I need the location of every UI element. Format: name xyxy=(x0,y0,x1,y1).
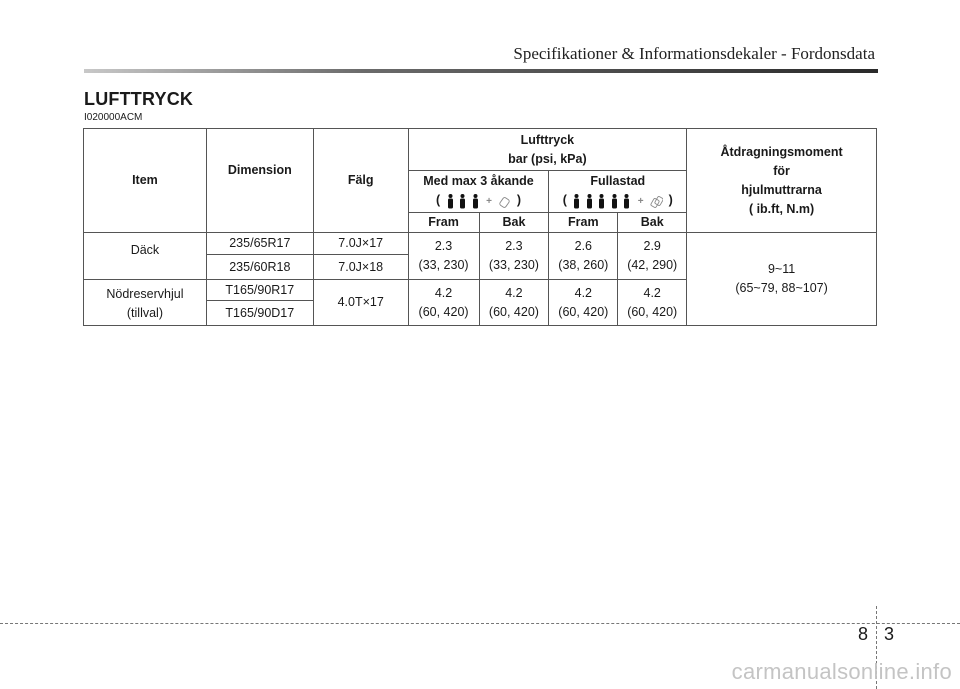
pressure-title: Lufttryck xyxy=(520,132,575,147)
page-divider-rule xyxy=(0,623,960,624)
person-icon xyxy=(611,194,618,209)
section-code: I020000ACM xyxy=(84,112,143,123)
pressure-cell xyxy=(549,233,618,280)
person-icon xyxy=(586,194,593,209)
person-icon xyxy=(598,194,605,209)
header-fram: Fram xyxy=(549,213,618,233)
torque-cell xyxy=(687,233,877,326)
header-rule xyxy=(84,69,878,73)
header-title: Specifikationer & Informationsdekaler - Fordonsdata xyxy=(513,44,875,63)
torque-line-1: Åtdragningsmoment xyxy=(720,144,843,159)
pressure-bar: 4.2 xyxy=(434,285,453,300)
item-tire: Däck xyxy=(84,233,207,280)
pressure-bar: 4.2 xyxy=(643,285,661,300)
pressure-cell xyxy=(618,233,687,280)
person-icon xyxy=(623,194,630,209)
item-spare-line-2: (tillval) xyxy=(126,306,163,320)
header-fram: Fram xyxy=(408,213,479,233)
rim-cell: 7.0J×18 xyxy=(313,255,408,280)
rim-cell: 7.0J×17 xyxy=(313,233,408,255)
watermark: carmanualsonline.info xyxy=(731,659,952,684)
dimension-cell: 235/60R18 xyxy=(206,255,313,280)
paren-close: ) xyxy=(516,193,522,208)
pressure-cell xyxy=(549,280,618,326)
load2-label: Fullastad xyxy=(590,174,646,189)
pressure-alt: (42, 290) xyxy=(627,258,678,272)
pressure-alt: (33, 230) xyxy=(418,258,469,272)
paren-open: ( xyxy=(435,193,441,208)
load1-label: Med max 3 åkande xyxy=(423,174,534,189)
pressure-cell xyxy=(618,280,687,326)
pressure-cell xyxy=(479,280,549,326)
pressure-unit: bar (psi, kPa) xyxy=(508,151,587,166)
rim-cell: 4.0T×17 xyxy=(313,280,408,326)
header-bak: Bak xyxy=(618,213,687,233)
item-spare-wheel xyxy=(84,280,207,326)
paren-close: ) xyxy=(668,193,673,208)
torque-value: 9~11 xyxy=(767,262,796,276)
torque-line-4: ( ib.ft, N.m) xyxy=(748,201,815,216)
pressure-alt: (38, 260) xyxy=(558,258,609,272)
person-icon xyxy=(459,194,466,209)
pressure-alt: (33, 230) xyxy=(488,258,539,272)
pressure-bar: 4.2 xyxy=(505,285,523,300)
header-rim: Fälg xyxy=(313,129,408,233)
luggage-icon xyxy=(650,195,663,208)
dimension-cell: T165/90D17 xyxy=(206,301,313,326)
load1-icons xyxy=(446,191,512,210)
pressure-alt: (60, 420) xyxy=(627,304,678,319)
header-item: Item xyxy=(84,129,207,233)
header-load-full xyxy=(549,171,687,213)
pressure-bar: 2.3 xyxy=(434,239,453,253)
chapter-number: 8 xyxy=(858,624,869,644)
torque-alt: (65~79, 88~107) xyxy=(735,281,828,295)
pressure-cell xyxy=(408,233,479,280)
paren-open: ( xyxy=(562,193,567,208)
load2-icons xyxy=(572,191,663,210)
pressure-bar: 2.9 xyxy=(643,239,661,253)
pressure-bar: 4.2 xyxy=(574,285,593,300)
person-icon xyxy=(447,194,454,209)
tire-pressure-table xyxy=(83,128,877,326)
header-bak: Bak xyxy=(479,213,549,233)
header-dimension: Dimension xyxy=(206,129,313,233)
item-spare-line-1: Nödreservhjul xyxy=(106,287,184,301)
pressure-alt: (60, 420) xyxy=(418,304,469,319)
pressure-bar: 2.6 xyxy=(574,239,593,253)
torque-line-2: för xyxy=(773,163,790,178)
person-icon xyxy=(472,194,479,209)
plus-sign: + xyxy=(637,195,644,207)
dimension-cell: T165/90R17 xyxy=(206,280,313,301)
pressure-cell xyxy=(479,233,549,280)
header-load-3-occupants xyxy=(408,171,549,213)
plus-sign: + xyxy=(486,195,492,207)
pressure-alt: (60, 420) xyxy=(488,304,539,319)
header-pressure xyxy=(408,129,687,171)
pressure-alt: (60, 420) xyxy=(558,304,609,319)
luggage-icon xyxy=(498,195,511,208)
pressure-bar: 2.3 xyxy=(505,239,523,253)
section-title: LUFTTRYCK xyxy=(84,89,194,109)
person-icon xyxy=(573,194,580,209)
dimension-cell: 235/65R17 xyxy=(206,233,313,255)
torque-line-3: hjulmuttrarna xyxy=(741,182,822,197)
page-number: 3 xyxy=(884,624,895,644)
pressure-cell xyxy=(408,280,479,326)
header-torque xyxy=(687,129,877,233)
